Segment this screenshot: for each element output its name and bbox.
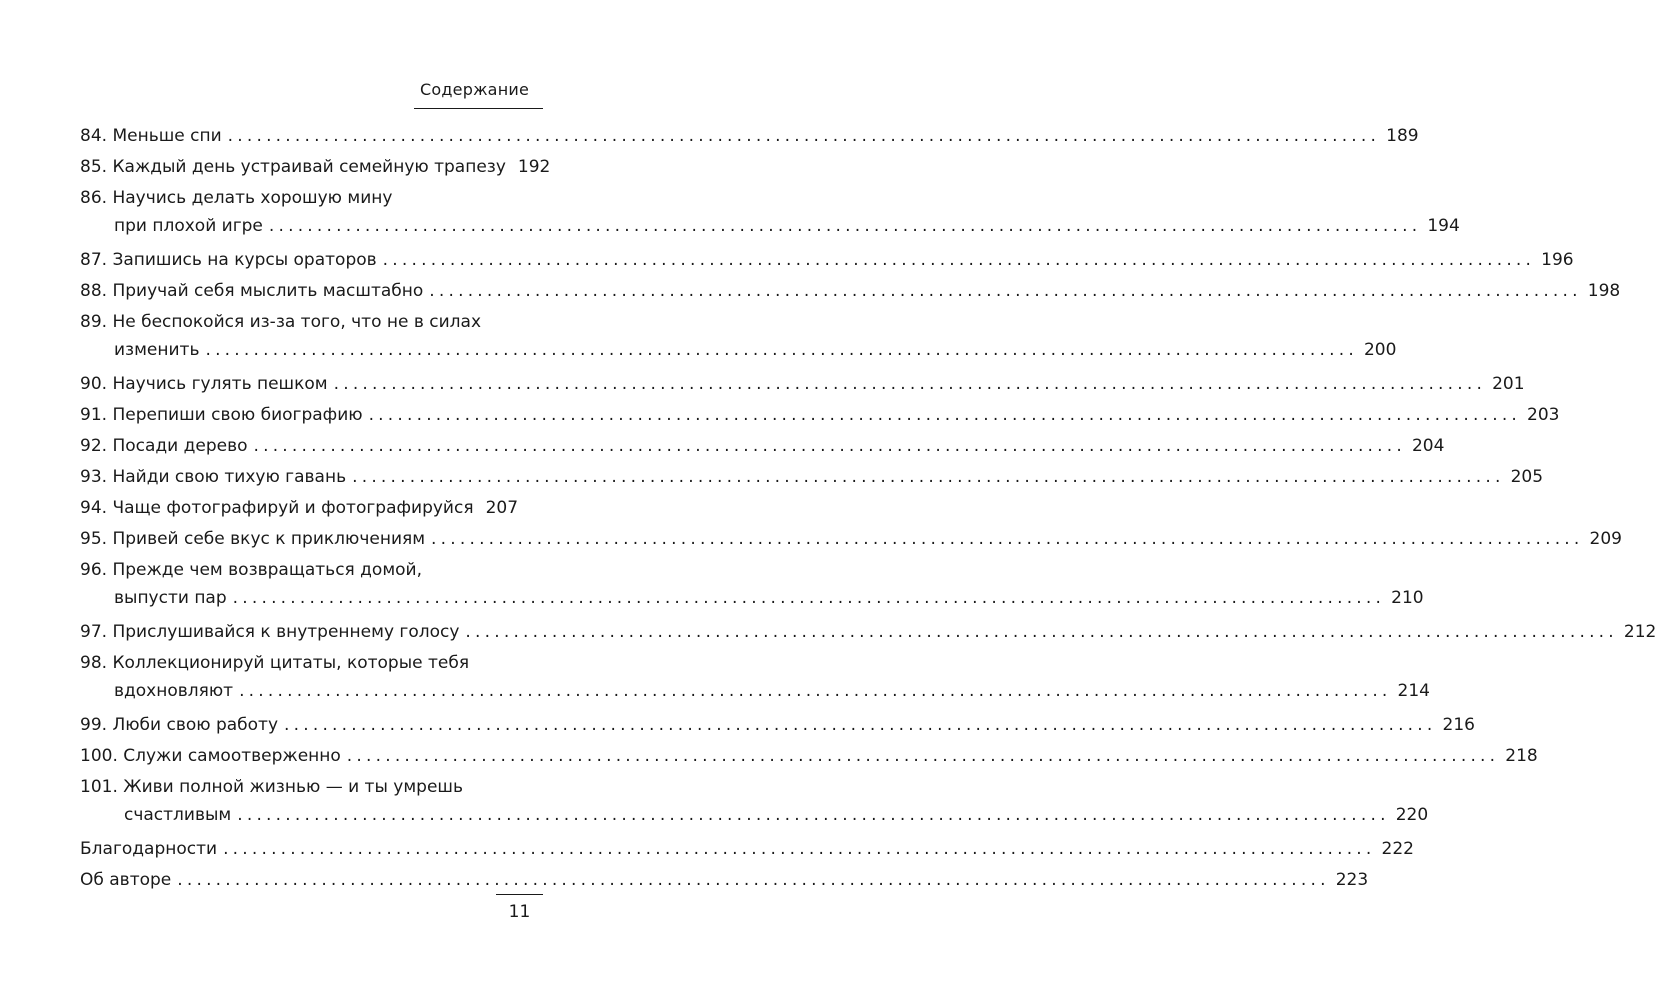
footer-rule — [496, 894, 543, 895]
toc-entry-continuation — [80, 801, 1429, 829]
dot-leader: ........................................................................................................................ — [368, 405, 1522, 425]
toc-entry-title: Живи полной жизнью — и ты умрешь — [123, 777, 463, 797]
toc-entry-page: 216 — [1442, 715, 1475, 735]
toc-entry-number: 94. — [80, 498, 108, 518]
toc-entry-line — [80, 432, 1445, 460]
toc-entry-number: 97. — [80, 622, 108, 642]
toc-entry-title: Запишись на курсы ораторов — [112, 250, 377, 270]
toc-entry-line — [80, 866, 1369, 894]
toc-entry-title-continuation: счастливым — [124, 805, 232, 825]
toc-entry-page: 201 — [1492, 374, 1525, 394]
toc-entry-number: 86. — [80, 188, 108, 208]
toc-entry-title-continuation: при плохой игре — [114, 216, 263, 236]
toc-entry-page: 220 — [1395, 805, 1429, 825]
toc-entry-page: 209 — [1589, 529, 1622, 549]
dot-leader: ........................................................................................................................ — [284, 715, 1437, 735]
toc-entry-number: 99. — [80, 715, 108, 735]
toc-entry-line — [80, 494, 518, 522]
dot-leader: ........................................................................................................................ — [232, 588, 1386, 608]
toc-entry-number: 92. — [80, 436, 108, 456]
toc-entry-line — [80, 742, 1538, 770]
toc-entry-title-continuation: вдохновляют — [114, 681, 234, 701]
toc-entry-title-continuation: выпусти пар — [114, 588, 227, 608]
toc-entry-line — [80, 122, 1419, 150]
toc-entry-page: 203 — [1527, 405, 1560, 425]
toc-entry-title: Об авторе — [80, 870, 172, 890]
dot-leader: ........................................................................................................................ — [352, 467, 1505, 487]
toc-entry-number: 96. — [80, 560, 108, 580]
dot-leader: ........................................................................................................................ — [239, 681, 1392, 701]
toc-entry-title: Благодарности — [80, 839, 218, 859]
toc-entry-title: Служи самоотверженно — [123, 746, 341, 766]
toc-entry-number: 90. — [80, 374, 108, 394]
page-number: 11 — [508, 902, 531, 922]
toc-entry-continuation — [80, 212, 1460, 240]
toc-entry-page: 223 — [1335, 870, 1369, 890]
toc-entry-title: Меньше спи — [112, 126, 222, 146]
toc-entry-line — [80, 618, 1656, 646]
toc-entry-line — [80, 277, 1621, 305]
dot-leader: ........................................................................................................................ — [465, 622, 1618, 642]
toc-entry-page: 198 — [1587, 281, 1621, 301]
toc-entry-page: 205 — [1510, 467, 1544, 487]
dot-leader: ........................................................................................................................ — [431, 529, 1584, 549]
toc-entry-number: 88. — [80, 281, 108, 301]
dot-leader: ........................................................................................................................ — [223, 839, 1376, 859]
toc-entry-title: Коллекционируй цитаты, которые тебя — [112, 653, 470, 673]
toc-entry-page: 210 — [1391, 588, 1424, 608]
toc-entry-continuation — [80, 336, 1397, 364]
toc-entry-line — [80, 401, 1560, 429]
toc-entry-line — [80, 308, 518, 336]
dot-leader: ........................................................................................................................ — [227, 126, 1381, 146]
toc-entry-title: Научись гулять пешком — [112, 374, 328, 394]
toc-entry-title: Каждый день устраивай семейную трапезу — [112, 157, 506, 177]
toc-entry-title: Не беспокойся из-за того, что не в силах — [112, 312, 482, 332]
dot-leader: ........................................................................................................................ — [333, 374, 1487, 394]
toc-entry-line — [80, 153, 551, 181]
toc-entry-number: 95. — [80, 529, 108, 549]
toc-entry-page: 214 — [1397, 681, 1430, 701]
toc-entry-page: 222 — [1381, 839, 1414, 859]
toc-entry-title: Найди свою тихую гавань — [112, 467, 347, 487]
toc-entry-number: 89. — [80, 312, 108, 332]
toc-entry-line — [80, 463, 1544, 491]
toc-entry-page: 200 — [1363, 340, 1397, 360]
running-title: Содержание — [420, 80, 529, 99]
header-rule — [414, 108, 543, 109]
toc-entry-line — [80, 370, 1525, 398]
dot-leader: ........................................................................................................................ — [268, 216, 1422, 236]
toc-entry-title: Научись делать хорошую мину — [112, 188, 393, 208]
toc-entry-title: Приучай себя мыслить масштабно — [112, 281, 424, 301]
dot-leader: ........................................................................................................................ — [177, 870, 1330, 890]
toc-entry-number: 98. — [80, 653, 108, 673]
toc-entry-page: 189 — [1386, 126, 1419, 146]
toc-entry-number: 93. — [80, 467, 108, 487]
toc-entry-line — [80, 649, 518, 677]
toc-entry-page: 212 — [1623, 622, 1656, 642]
toc-entry-page: 196 — [1541, 250, 1574, 270]
toc-entry-line — [80, 525, 1622, 553]
toc-entry-title-continuation: изменить — [114, 340, 200, 360]
toc-entry-line — [80, 711, 1475, 739]
toc-entry-title: Прежде чем возвращаться домой, — [112, 560, 422, 580]
toc-entry-title: Привей себе вкус к приключениям — [112, 529, 426, 549]
toc-entry-number: 100. — [80, 746, 118, 766]
toc-entry-line — [80, 184, 518, 212]
toc-entry-number: 85. — [80, 157, 108, 177]
dot-leader: ........................................................................................................................ — [382, 250, 1536, 270]
toc-entry-continuation — [80, 584, 1424, 612]
toc-entry-line — [80, 773, 518, 801]
toc-entry-number: 91. — [80, 405, 108, 425]
toc-entry-page: 204 — [1411, 436, 1445, 456]
toc-entry-page: 192 — [517, 157, 551, 177]
toc-entry-line — [80, 556, 518, 584]
toc-entry-number: 87. — [80, 250, 108, 270]
toc-entry-title: Чаще фотографируй и фотографируйся — [112, 498, 474, 518]
dot-leader: ........................................................................................................................ — [205, 340, 1358, 360]
dot-leader: ........................................................................................................................ — [237, 805, 1390, 825]
dot-leader: ........................................................................................................................ — [253, 436, 1406, 456]
toc-entry-line — [80, 246, 1574, 274]
toc-entry-title: Прислушивайся к внутреннему голосу — [112, 622, 460, 642]
toc-entry-number: 84. — [80, 126, 108, 146]
dot-leader: ........................................................................................................................ — [346, 746, 1500, 766]
toc-entry-line — [80, 835, 1414, 863]
toc-entry-page: 194 — [1427, 216, 1460, 236]
toc-entry-title: Посади дерево — [112, 436, 248, 456]
toc-entry-title: Перепиши свою биографию — [112, 405, 363, 425]
toc-entry-page: 218 — [1505, 746, 1538, 766]
dot-leader: ........................................................................................................................ — [429, 281, 1582, 301]
toc-entry-number: 101. — [80, 777, 118, 797]
toc-entry-continuation — [80, 677, 1430, 705]
toc-entry-title: Люби свою работу — [112, 715, 279, 735]
toc-entry-page: 207 — [485, 498, 519, 518]
